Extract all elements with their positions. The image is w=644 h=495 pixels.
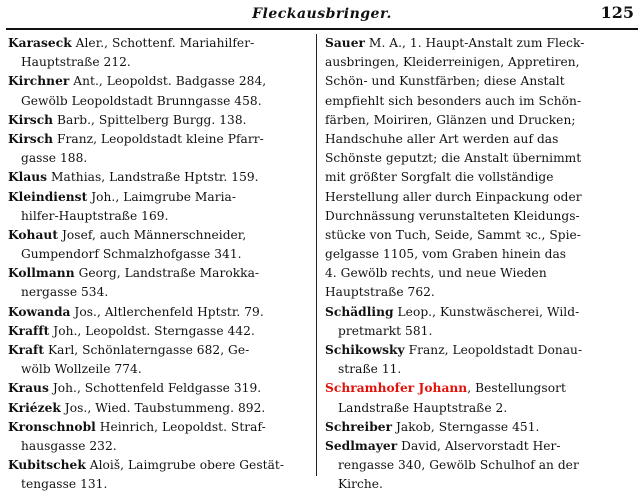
entry-line [8,207,310,226]
entry-text: hausgasse 232. [21,438,117,453]
entry-text: Schön- und Kunstfärben; diese Anstalt [325,74,565,89]
entry-text: Franz, Leopoldstadt kleine Pfarr- [53,131,264,146]
entry-text: Georg, Landstraße Marokka- [74,266,260,281]
entry-text: Karl, Schönlaterngasse 682, Ge- [44,343,250,357]
entry-line [8,303,310,322]
left-column [8,34,310,495]
entry-name: Kollmann [8,266,75,281]
entry-text: pretmarkt 581. [338,323,433,338]
entry-line [8,72,310,91]
entry-line [8,245,310,264]
entry-line [325,264,637,283]
entry-text: rengasse 340, Gewölb Schulhof an der [338,458,579,473]
entry-text: nergasse 534. [21,285,109,300]
entry-line [8,188,310,207]
entry-text: Landstraße Hauptstraße 2. [338,400,508,415]
entry-name: Kraft [8,343,45,357]
entry-text: Heinrich, Leopoldst. Straf- [95,419,266,434]
entry-text: Herstellung aller durch Einpackung oder [325,189,582,204]
entry-text: Gumpendorf Schmalzhofgasse 341. [21,247,242,262]
entry-text: ausbringen, Kleiderreinigen, Appretiren, [325,55,580,70]
entry-line [8,34,310,53]
entry-text: Aler., Schottenf. Mariahilfer- [71,36,255,50]
entry-text: Joh., Schottenfeld Feldgasse 319. [48,381,262,396]
entry-line [8,111,310,130]
entry-line [325,188,637,207]
entry-text: Jos., Altlerchenfeld Hptstr. 79. [70,304,264,319]
entry-line [8,456,310,475]
entry-text: , Bestellungsort [467,381,566,396]
column-divider [316,34,317,476]
entry-line [325,34,637,53]
entry-line [8,437,310,456]
entry-name: Kraus [8,381,49,396]
entry-name: Klaus [8,170,48,185]
entry-name: Krafft [8,323,50,338]
entry-name: Kirchner [8,74,70,89]
entry-line [325,341,637,360]
entry-text: wölb Wollzeile 774. [21,362,142,377]
entry-line [8,341,310,360]
entry-line [325,283,637,302]
entry-text: Hauptstraße 212. [21,55,131,70]
entry-line [325,111,637,130]
entry-name: Kubitschek [8,458,86,473]
entry-line [8,168,310,187]
entry-name: Sauer [325,36,365,50]
entry-line [8,92,310,111]
entry-line [325,360,637,379]
entry-text: Gewölb Leopoldstadt Brunngasse 458. [21,93,262,108]
entry-line [325,379,637,398]
entry-name: Schreiber [325,419,393,434]
entry-name: Schikowsky [325,343,405,357]
entry-text: Franz, Leopoldstadt Donau- [404,343,583,357]
entry-text: straße 11. [338,362,402,377]
entry-line [8,130,310,149]
highlighted-entry-name: Schramhofer Johann [325,381,468,396]
entry-text: M. A., 1. Haupt-Anstalt zum Fleck- [364,36,585,50]
entry-line [8,418,310,437]
entry-text: hilfer-Hauptstraße 169. [21,208,169,223]
entry-text: David, Alservorstadt Her- [397,438,561,453]
entry-line [325,437,637,456]
entry-text: färben, Moiriren, Glänzen und Drucken; [325,112,576,127]
entry-text: Hauptstraße 762. [325,285,435,300]
right-column [325,34,637,495]
entry-name: Kirsch [8,131,54,146]
entry-text: Durchnässung verunstalteten Kleidungs- [325,208,580,223]
entry-name: Kirsch [8,112,54,127]
entry-text: Aloiš, Laimgrube obere Gestät- [85,458,284,473]
entry-line [8,226,310,245]
entry-text: gasse 188. [21,151,88,166]
entry-name: Kleindienst [8,189,88,204]
entry-text: empfiehlt sich besonders auch im Schön- [325,93,582,108]
entry-line [325,322,637,341]
entry-line [8,399,310,418]
entry-text: tengasse 131. [21,477,108,492]
entry-text: Jos., Wied. Taubstummeng. 892. [60,400,266,415]
entry-text: Barb., Spittelberg Burgg. 138. [53,112,247,127]
entry-line [8,475,310,494]
entry-line [8,360,310,379]
entry-text: Joh., Leopoldst. Sterngasse 442. [49,323,255,338]
entry-name: Kowanda [8,304,71,319]
entry-line [325,245,637,264]
entry-line [325,207,637,226]
entry-line [325,303,637,322]
entry-text: mit größter Sorgfalt die vollständige [325,170,554,185]
entry-name: Kronschnobl [8,419,96,434]
entry-text: 4. Gewölb rechts, und neue Wieden [325,266,547,281]
entry-text: Josef, auch Männerschneider, [58,227,247,242]
header-rule [6,28,638,30]
page-number: 125 [600,3,634,22]
entry-line [325,418,637,437]
entry-name: Kohaut [8,227,59,242]
entry-name: Sedlmayer [325,438,398,453]
entry-line [325,149,637,168]
entry-line [325,226,637,245]
entry-text: Kirche. [338,477,383,492]
entry-text: stücke von Tuch, Seide, Sammt ꝛc., Spie- [325,227,581,242]
page-header [0,0,644,26]
entry-line [8,53,310,72]
entry-line [8,264,310,283]
running-title: Fleckausbringer. [252,6,392,22]
entry-text: Leop., Kunstwäscherei, Wild- [393,304,580,319]
entry-line [8,322,310,341]
entry-line [325,475,637,494]
entry-line [325,92,637,111]
entry-text: Jakob, Sterngasse 451. [392,419,540,434]
entry-line [325,168,637,187]
entry-name: Karaseck [8,36,72,50]
entry-name: Kriézek [8,400,61,415]
entry-text: Handschuhe aller Art werden auf das [325,131,559,146]
entry-line [325,72,637,91]
entry-line [325,130,637,149]
entry-line [8,379,310,398]
entry-text: Schönste geputzt; die Anstalt übernimmt [325,151,582,166]
entry-text: Mathias, Landstraße Hptstr. 159. [47,170,259,185]
entry-text: gelgasse 1105, vom Graben hinein das [325,247,567,262]
entry-line [325,456,637,475]
entry-name: Schädling [325,304,394,319]
entry-line [8,149,310,168]
entry-line [8,283,310,302]
entry-line [325,53,637,72]
entry-text: Ant., Leopoldst. Badgasse 284, [69,74,267,89]
entry-line [325,399,637,418]
entry-text: Joh., Laimgrube Maria- [87,189,237,204]
